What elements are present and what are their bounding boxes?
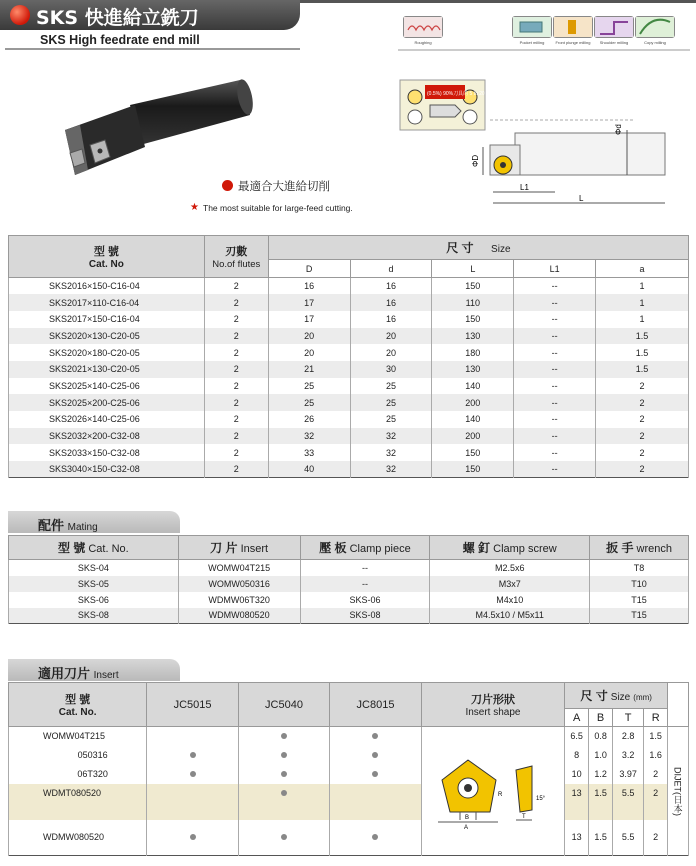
- cell-d: 25: [350, 394, 432, 411]
- mating-header-1: 刀 片 Insert: [178, 536, 300, 560]
- insert-size-A: 6.5: [565, 727, 589, 746]
- insert-col-A: A: [565, 709, 589, 727]
- label-phi-D: ΦD: [471, 154, 480, 167]
- col-D: D: [268, 260, 350, 278]
- page-title: SKS 快進給立銑刀: [36, 7, 199, 29]
- mating-cell: WOMW050316: [178, 576, 300, 592]
- cell-D: 25: [268, 394, 350, 411]
- cell-a: 2: [596, 411, 689, 428]
- cell-D: 26: [268, 411, 350, 428]
- insert-size-B: 1.2: [589, 765, 613, 784]
- table-row: [9, 576, 689, 592]
- mating-table: [8, 535, 689, 624]
- table-row: [9, 411, 689, 428]
- cell-a: 1: [596, 311, 689, 328]
- pocket-milling-label: Pocket milling: [519, 40, 545, 45]
- cat-no-header: 型 號 Cat. No: [9, 236, 205, 278]
- machining-icon-drawings: [0, 0, 696, 60]
- size-header: 尺 寸 Size: [268, 236, 688, 260]
- feature-zh: 最適合大進給切削: [238, 179, 330, 193]
- cell-D: 16: [268, 278, 350, 295]
- grade-cell: [330, 765, 421, 784]
- mating-cell: M3x7: [430, 576, 590, 592]
- page-subtitle: SKS High feedrate end mill: [40, 33, 200, 47]
- cell-D: 32: [268, 428, 350, 445]
- shoulder-milling-label: Shoulder milling: [599, 40, 629, 45]
- grade-cell: [238, 765, 329, 784]
- mating-tab: 配件 Mating: [8, 511, 180, 533]
- table-row: [9, 560, 689, 576]
- cell-L1: --: [514, 444, 596, 461]
- cell-L1: --: [514, 361, 596, 378]
- end-mill-image: [50, 75, 260, 185]
- cell-flutes: 2: [204, 461, 268, 478]
- insert-size-B: 1.5: [589, 820, 613, 856]
- cell-flutes: 2: [204, 428, 268, 445]
- insert-size-header: 尺 寸 Size (mm): [565, 683, 668, 709]
- cell-L1: --: [514, 278, 596, 295]
- insert-size-R: 1.6: [644, 746, 668, 765]
- cell-L: 150: [432, 444, 514, 461]
- cell-L: 130: [432, 328, 514, 345]
- mating-header-4: 扳 手 wrench: [590, 536, 689, 560]
- available-dot-icon: [190, 771, 196, 777]
- grade-cell: [238, 820, 329, 856]
- cell-L: 140: [432, 411, 514, 428]
- cell-d: 32: [350, 428, 432, 445]
- label-L1: L1: [520, 183, 529, 192]
- cell-d: 20: [350, 328, 432, 345]
- cell-L1: --: [514, 461, 596, 478]
- feature-en: The most suitable for large-feed cutting.: [203, 203, 353, 213]
- grade-jc5015-header: JC5015: [147, 683, 238, 727]
- cell-L1: --: [514, 394, 596, 411]
- insert-shape-cell: [421, 727, 564, 856]
- insert-cat-cell: WOMW04T215: [9, 727, 147, 746]
- table-row: [9, 328, 689, 345]
- cell-flutes: 2: [204, 294, 268, 311]
- table-row: [9, 428, 689, 445]
- table-row: [9, 294, 689, 311]
- plunge-milling-label: Front plunge milling: [555, 40, 591, 45]
- table-row: [9, 820, 689, 856]
- mating-cell: SKS-06: [300, 592, 430, 608]
- cell-L1: --: [514, 378, 596, 395]
- cell-flutes: 2: [204, 444, 268, 461]
- cell-cat-no: SKS2025×140-C25-06: [9, 378, 205, 395]
- table-row: [9, 344, 689, 361]
- table-row: [9, 765, 689, 784]
- drawing-note: (0.5%) 90%刀具的 5 to 20 倍: [427, 91, 492, 97]
- grade-jc8015-header: JC8015: [330, 683, 421, 727]
- insert-size-B: 1.0: [589, 746, 613, 765]
- cell-L1: --: [514, 328, 596, 345]
- table-row: [9, 461, 689, 478]
- mating-cell: M4x10: [430, 592, 590, 608]
- insert-size-R: 2: [644, 820, 668, 856]
- cell-D: 40: [268, 461, 350, 478]
- mating-cell: SKS-08: [300, 608, 430, 624]
- cell-flutes: 2: [204, 361, 268, 378]
- copy-milling-label: Copy milling: [644, 40, 666, 45]
- cell-cat-no: SKS2032×200-C32-08: [9, 428, 205, 445]
- mating-cell: SKS-08: [9, 608, 179, 624]
- cell-a: 1.5: [596, 361, 689, 378]
- table-row: [9, 784, 689, 820]
- cell-a: 1: [596, 294, 689, 311]
- insert-size-T: 3.97: [613, 765, 644, 784]
- grade-cell: [330, 784, 421, 820]
- cell-L: 140: [432, 378, 514, 395]
- col-a: a: [596, 260, 689, 278]
- insert-size-T: 2.8: [613, 727, 644, 746]
- cell-cat-no: SKS2021×130-C20-05: [9, 361, 205, 378]
- cell-D: 17: [268, 294, 350, 311]
- shape-label-A: A: [463, 825, 468, 830]
- grade-cell: [330, 820, 421, 856]
- mating-cell: WDMW080520: [178, 608, 300, 624]
- grade-cell: [330, 727, 421, 746]
- grade-cell: [330, 746, 421, 765]
- label-L: L: [579, 194, 584, 203]
- insert-size-A: 13: [565, 820, 589, 856]
- table-row: [9, 592, 689, 608]
- cell-L1: --: [514, 294, 596, 311]
- cell-flutes: 2: [204, 278, 268, 295]
- cell-d: 32: [350, 461, 432, 478]
- cell-D: 25: [268, 378, 350, 395]
- cell-L: 110: [432, 294, 514, 311]
- table-row: [9, 727, 689, 746]
- available-dot-icon: [190, 752, 196, 758]
- mating-cell: M4.5x10 / M5x11: [430, 608, 590, 624]
- col-L1: L1: [514, 260, 596, 278]
- label-phi-d: Φd: [614, 124, 623, 135]
- cell-d: 16: [350, 294, 432, 311]
- mating-cell: --: [300, 576, 430, 592]
- cell-L: 180: [432, 344, 514, 361]
- grade-cell: [147, 727, 238, 746]
- insert-size-R: 2: [644, 784, 668, 820]
- insert-cat-cell: 06T320: [9, 765, 147, 784]
- grade-cell: [238, 784, 329, 820]
- available-dot-icon: [281, 733, 287, 739]
- available-dot-icon: [281, 771, 287, 777]
- shape-label-B: B: [464, 815, 469, 821]
- mating-cell: T15: [590, 592, 689, 608]
- flutes-header: 刃數 No.of flutes: [204, 236, 268, 278]
- cell-d: 16: [350, 278, 432, 295]
- insert-size-B: 1.5: [589, 784, 613, 820]
- cell-d: 25: [350, 378, 432, 395]
- insert-size-T: 5.5: [613, 820, 644, 856]
- cell-d: 32: [350, 444, 432, 461]
- insert-shape-diagram: [428, 750, 558, 830]
- available-dot-icon: [372, 771, 378, 777]
- table-row: [9, 311, 689, 328]
- grade-cell: [147, 820, 238, 856]
- insert-cat-cell: WDMW080520: [9, 820, 147, 856]
- shape-label-T: T: [521, 814, 526, 820]
- mating-cell: T8: [590, 560, 689, 576]
- cell-d: 25: [350, 411, 432, 428]
- table-row: [9, 746, 689, 765]
- insert-cat-cell: 050316: [9, 746, 147, 765]
- insert-tab: 適用刀片 Insert: [8, 659, 180, 681]
- grade-jc5040-header: JC5040: [238, 683, 329, 727]
- mating-cell: T15: [590, 608, 689, 624]
- grade-cell: [238, 746, 329, 765]
- shape-label-angle: 15°: [535, 796, 546, 802]
- cell-a: 2: [596, 444, 689, 461]
- cell-cat-no: SKS3040×150-C32-08: [9, 461, 205, 478]
- table-row: [9, 361, 689, 378]
- insert-col-R: R: [644, 709, 668, 727]
- mating-cell: SKS-05: [9, 576, 179, 592]
- grade-cell: [147, 746, 238, 765]
- mating-header-2: 壓 板 Clamp piece: [300, 536, 430, 560]
- tool-size-table: [8, 235, 689, 478]
- cell-cat-no: SKS2020×180-C20-05: [9, 344, 205, 361]
- insert-col-B: B: [589, 709, 613, 727]
- insert-size-A: 10: [565, 765, 589, 784]
- cell-flutes: 2: [204, 344, 268, 361]
- available-dot-icon: [190, 834, 196, 840]
- table-row: [9, 608, 689, 624]
- mating-header-3: 螺 釘 Clamp screw: [430, 536, 590, 560]
- table-row: [9, 394, 689, 411]
- cell-L: 150: [432, 278, 514, 295]
- insert-cat-header: 型 號 Cat. No.: [9, 683, 147, 727]
- cell-L1: --: [514, 411, 596, 428]
- cell-D: 17: [268, 311, 350, 328]
- mating-cell: WOMW04T215: [178, 560, 300, 576]
- cell-L: 150: [432, 461, 514, 478]
- cell-cat-no: SKS2016×150-C16-04: [9, 278, 205, 295]
- grade-cell: [147, 784, 238, 820]
- mating-cell: SKS-06: [9, 592, 179, 608]
- cell-cat-no: SKS2017×150-C16-04: [9, 311, 205, 328]
- cell-D: 20: [268, 328, 350, 345]
- side-header-blank: [668, 683, 689, 727]
- insert-size-R: 1.5: [644, 727, 668, 746]
- insert-col-T: T: [613, 709, 644, 727]
- cell-cat-no: SKS2017×110-C16-04: [9, 294, 205, 311]
- insert-size-T: 3.2: [613, 746, 644, 765]
- cell-L: 200: [432, 428, 514, 445]
- cell-D: 33: [268, 444, 350, 461]
- cell-a: 2: [596, 378, 689, 395]
- cell-flutes: 2: [204, 394, 268, 411]
- insert-cat-cell: WDMT080520: [9, 784, 147, 820]
- grade-cell: [147, 765, 238, 784]
- available-dot-icon: [372, 733, 378, 739]
- available-dot-icon: [372, 752, 378, 758]
- cell-d: 30: [350, 361, 432, 378]
- roughing-label: Roughing: [414, 40, 432, 45]
- cell-a: 2: [596, 461, 689, 478]
- available-dot-icon: [281, 790, 287, 796]
- table-row: [9, 278, 689, 295]
- cell-cat-no: SKS2025×200-C25-06: [9, 394, 205, 411]
- mating-cell: M2.5x6: [430, 560, 590, 576]
- cell-d: 16: [350, 311, 432, 328]
- available-dot-icon: [281, 752, 287, 758]
- cell-flutes: 2: [204, 328, 268, 345]
- cell-a: 1.5: [596, 328, 689, 345]
- cell-a: 2: [596, 428, 689, 445]
- cell-flutes: 2: [204, 378, 268, 395]
- cell-L1: --: [514, 311, 596, 328]
- cell-cat-no: SKS2026×140-C25-06: [9, 411, 205, 428]
- cell-a: 1: [596, 278, 689, 295]
- cell-L1: --: [514, 428, 596, 445]
- cell-a: 2: [596, 394, 689, 411]
- mating-cell: T10: [590, 576, 689, 592]
- mating-cell: --: [300, 560, 430, 576]
- grade-cell: [238, 727, 329, 746]
- cell-L1: --: [514, 344, 596, 361]
- cell-d: 20: [350, 344, 432, 361]
- insert-size-A: 8: [565, 746, 589, 765]
- mating-header-0: 型 號 Cat. No.: [9, 536, 179, 560]
- cell-a: 1.5: [596, 344, 689, 361]
- cell-D: 21: [268, 361, 350, 378]
- insert-size-A: 13: [565, 784, 589, 820]
- col-L: L: [432, 260, 514, 278]
- cell-flutes: 2: [204, 411, 268, 428]
- dijet-side-label: DIJET(日本): [668, 727, 689, 856]
- insert-size-R: 2: [644, 765, 668, 784]
- available-dot-icon: [372, 834, 378, 840]
- insert-size-B: 0.8: [589, 727, 613, 746]
- cell-D: 20: [268, 344, 350, 361]
- star-icon: ★: [190, 202, 199, 213]
- insert-size-T: 5.5: [613, 784, 644, 820]
- feature-bullet-icon: [222, 180, 233, 191]
- col-d: d: [350, 260, 432, 278]
- available-dot-icon: [281, 834, 287, 840]
- cell-L: 200: [432, 394, 514, 411]
- technical-drawing: [395, 75, 695, 215]
- cell-L: 130: [432, 361, 514, 378]
- insert-table: [8, 682, 689, 856]
- insert-shape-header: 刀片形狀 Insert shape: [421, 683, 564, 727]
- table-row: [9, 378, 689, 395]
- cell-L: 150: [432, 311, 514, 328]
- shape-label-R: R: [497, 792, 503, 798]
- cell-cat-no: SKS2020×130-C20-05: [9, 328, 205, 345]
- cell-flutes: 2: [204, 311, 268, 328]
- mating-cell: WDMW06T320: [178, 592, 300, 608]
- cell-cat-no: SKS2033×150-C32-08: [9, 444, 205, 461]
- mating-cell: SKS-04: [9, 560, 179, 576]
- table-row: [9, 444, 689, 461]
